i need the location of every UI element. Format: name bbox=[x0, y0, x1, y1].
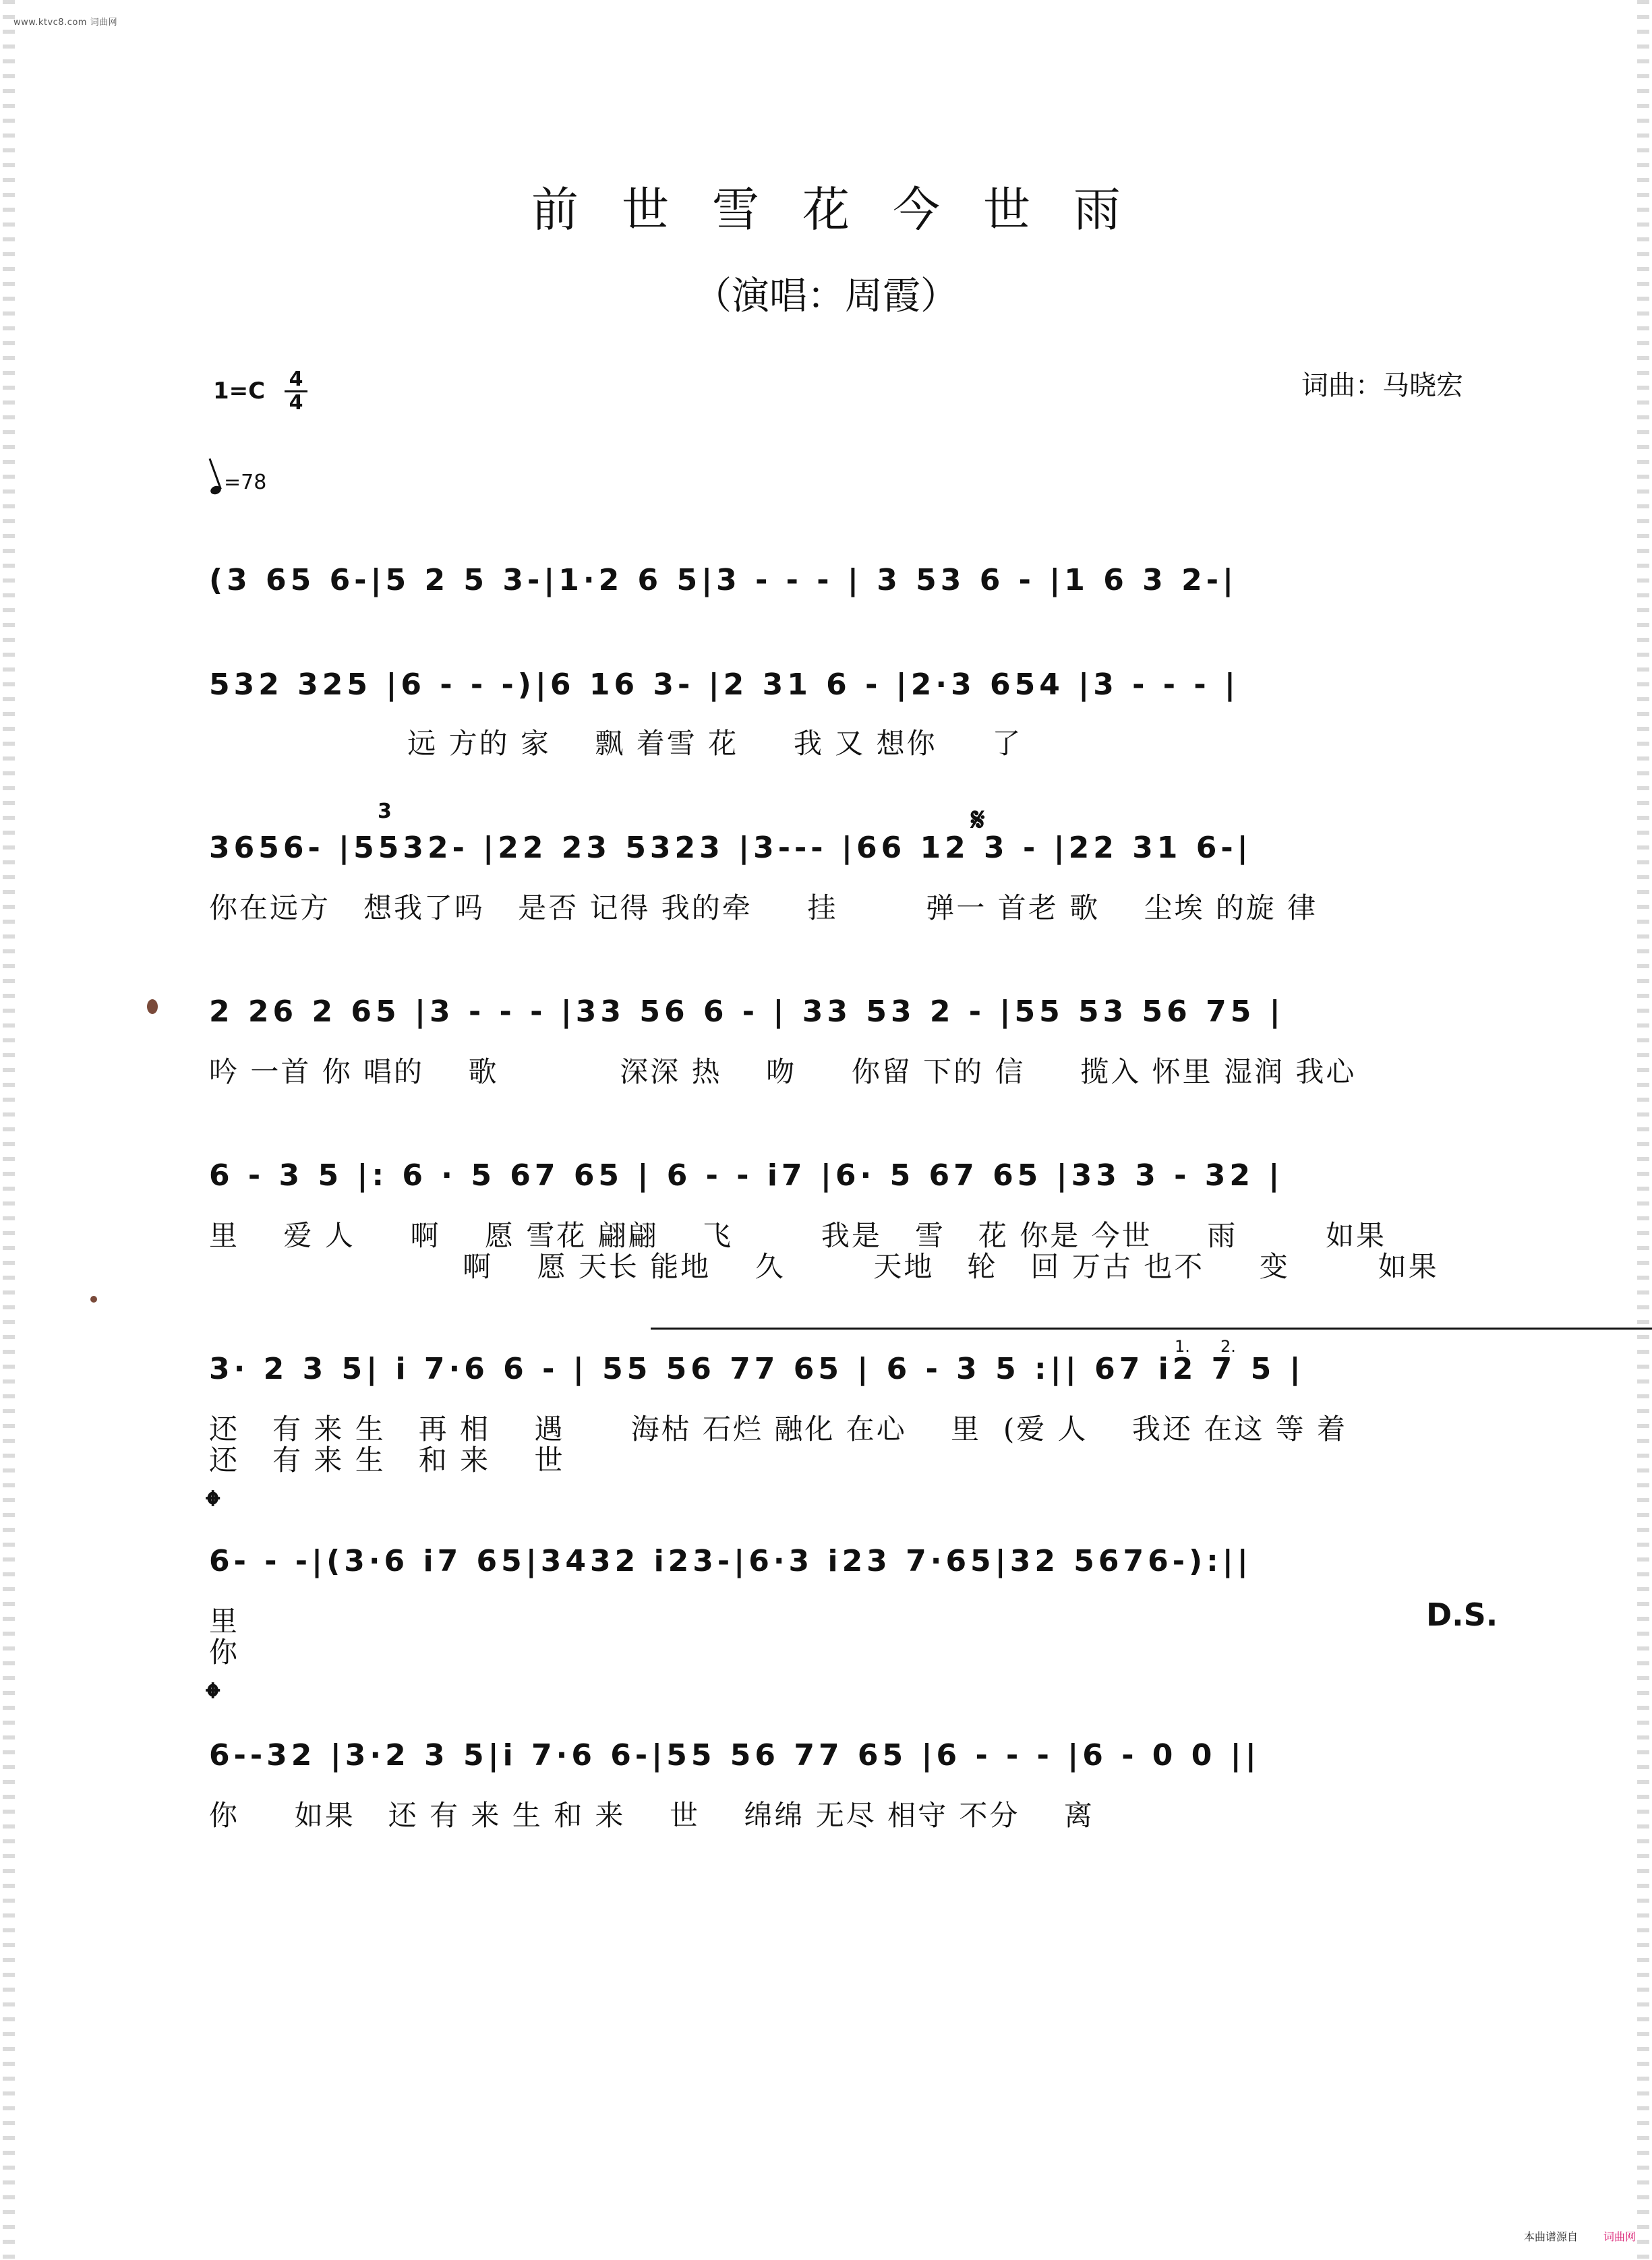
segno-icon: 𝄋 bbox=[971, 801, 985, 839]
lyrics-row-7-verse-2: 你 bbox=[209, 1636, 240, 1669]
lyrics-music-credit: 词曲：马晓宏 bbox=[1301, 370, 1463, 401]
notes-row-1: (3 65 6-|5 2 5 3-|1·2 6 5|3 - - - | 3 53 6 - |1 6 3 2-| bbox=[209, 563, 1238, 597]
time-signature bbox=[285, 369, 307, 413]
dal-segno-mark: D.S. bbox=[1426, 1597, 1498, 1633]
notes-row-5: 6 - 3 5 |: 6 · 5 67 65 | 6 - - i7 |6· 5 67 65 |33 3 - 32 | bbox=[209, 1158, 1284, 1193]
time-signature-top: 4 bbox=[289, 367, 303, 391]
notes-row-7: 6- - -|(3·6 i7 65|3432 i23-|6·3 i23 7·65|32 5676-):|| bbox=[209, 1544, 1252, 1578]
tempo-marking bbox=[210, 471, 266, 494]
volta-overline bbox=[651, 1328, 1652, 1330]
notes-row-8: 6--32 |3·2 3 5|i 7·6 6-|55 56 77 65 |6 - - - |6 - 0 0 || bbox=[209, 1738, 1260, 1773]
song-title: 前世雪花今世雨 bbox=[531, 182, 1164, 237]
footer-source-text: 本曲谱源自 bbox=[1523, 2230, 1578, 2243]
notes-row-2: 532 325 |6 - - -)|6 16 3- |2 31 6 - |2·3 654 |3 - - - | bbox=[209, 667, 1239, 702]
paper-speck bbox=[90, 1296, 97, 1303]
lyrics-row-5-verse-1: 里 爱 人 啊 愿 雪花 翩翩 飞 我是 雪 花 你是 今世 雨 如果 bbox=[209, 1219, 1387, 1252]
triplet-mark: 3 bbox=[378, 800, 392, 823]
tempo-value: =78 bbox=[224, 471, 267, 494]
key-signature: 1=C bbox=[213, 378, 266, 405]
footer-site-text: 词曲网 bbox=[1603, 2230, 1636, 2243]
notes-row-4: 2 26 2 65 |3 - - - |33 56 6 - | 33 53 2 - |55 53 56 75 | bbox=[209, 994, 1285, 1029]
volta-1: 1. bbox=[1175, 1337, 1190, 1356]
notes-row-6: 3· 2 3 5| i 7·6 6 - | 55 56 77 65 | 6 - 3 5 :|| 67 i2 7 5 | bbox=[209, 1352, 1305, 1386]
song-subtitle: （演唱：周霞） bbox=[694, 274, 958, 318]
lyrics-row-5-verse-2: 啊 愿 天长 能地 久 天地 轮 回 万古 也不 变 如果 bbox=[209, 1250, 1439, 1283]
left-edge-marks bbox=[3, 0, 15, 2260]
right-edge-marks bbox=[1637, 0, 1649, 2260]
time-signature-bottom: 4 bbox=[289, 391, 303, 415]
paper-speck bbox=[147, 999, 158, 1014]
quarter-note-icon bbox=[209, 485, 222, 496]
notes-row-3: 3656- |5532- |22 23 5323 |3--- |66 12 3 - |22 31 6-| bbox=[209, 831, 1252, 865]
lyrics-row-8: 你 如果 还 有 来 生 和 来 世 绵绵 无尽 相守 不分 离 bbox=[209, 1799, 1094, 1832]
lyrics-row-4: 吟 一首 你 唱的 歌 深深 热 吻 你留 下的 信 揽入 怀里 湿润 我心 bbox=[209, 1055, 1357, 1088]
coda-icon-2: 𝄌 bbox=[206, 1675, 220, 1719]
lyrics-row-3: 你在远方 想我了吗 是否 记得 我的牵 挂 弹一 首老 歌 尘埃 的旋 律 bbox=[209, 891, 1318, 924]
site-watermark: www.ktvc8.com 词曲网 bbox=[13, 18, 118, 28]
lyrics-row-7-verse-1: 里 bbox=[209, 1605, 240, 1638]
lyrics-row-2: 远 方的 家 飘 着雪 花 我 又 想你 了 bbox=[209, 727, 1023, 760]
volta-2: 2. bbox=[1220, 1337, 1236, 1356]
lyrics-row-6-verse-2: 还 有 来 生 和 来 世 bbox=[209, 1444, 565, 1477]
coda-icon-1: 𝄌 bbox=[206, 1483, 220, 1527]
lyrics-row-6-verse-1: 还 有 来 生 再 相 遇 海枯 石烂 融化 在心 里 (爱 人 我还 在这 等 着 bbox=[209, 1412, 1348, 1446]
